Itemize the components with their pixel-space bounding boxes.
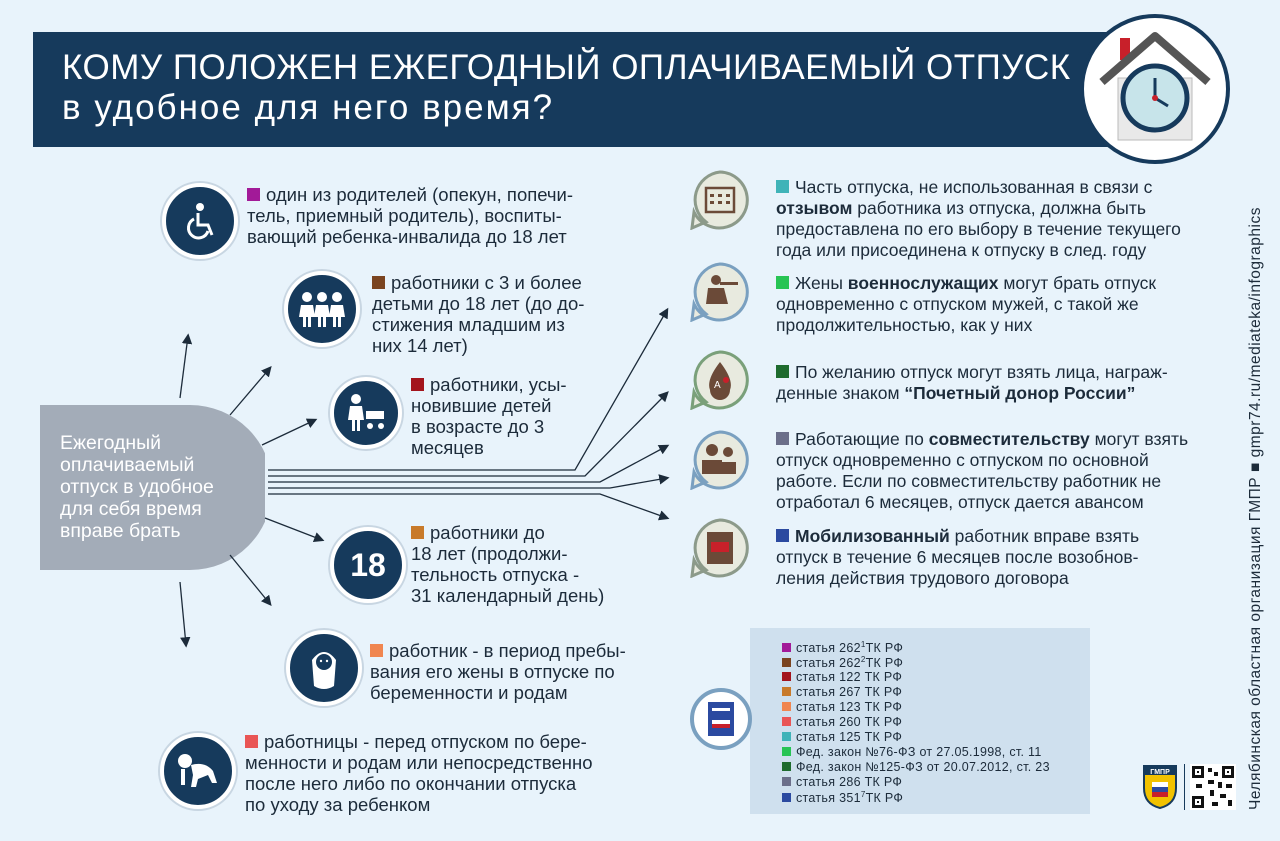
color-marker (776, 365, 789, 378)
legend-item: статья $351^7ТК$ РФ (782, 790, 903, 805)
left-item-5: работник - в период пребы- вания его жены в отпуске по беременности и родам (370, 640, 626, 703)
right-item-5: Мобилизованный работник вправе взять отпуск в течение 6 месяцев после возобнов- ления действия трудового договора (776, 526, 1140, 588)
military-id-icon (690, 518, 750, 578)
left-item-4: работники до 18 лет (продолжи- тельность отпуска - 31 календарный день) (411, 522, 605, 606)
left-item-6: работницы - перед отпуском по бере- менности и родам или непосредственно после него либо по окончании отпуска по уходу за ребенком (245, 731, 593, 815)
legend-item: статья 260 ТК РФ (782, 715, 902, 729)
legend-item: статья 123 ТК РФ (782, 700, 902, 714)
page-title: КОМУ ПОЛОЖЕН ЕЖЕГОДНЫЙ ОПЛАЧИВАЕМЫЙ ОТПУСК (62, 48, 1071, 87)
legend-item: статья 125 ТК РФ (782, 730, 902, 744)
svg-text:Челябинская областная организа: Челябинская областная организация ГМПР ■ gmpr74.ru/mediateka/infographics (1247, 207, 1264, 810)
labor-code-book-icon (690, 688, 752, 750)
blood-drop-icon (690, 350, 750, 410)
color-marker (411, 378, 424, 391)
wheelchair-icon (162, 183, 238, 259)
right-item-4: Работающие по совместительству могут взять отпуск одновременно с отпуском по основной работе. Если по совместительству работник не отработал 6 месяцев, отпуск дается авансом (776, 429, 1189, 512)
legend-item: Фед. закон №125-ФЗ от 20.07.2012, ст. 23 (782, 760, 1050, 774)
age-18-badge: 18 (330, 527, 406, 603)
color-marker (411, 526, 424, 539)
right-item-2: Жены военнослужащих могут брать отпуск одновременно с отпуском мужей, с такой же продолжительностью, как у них (776, 273, 1157, 335)
side-credits (1240, 175, 1270, 815)
left-item-3: работники, усы- новившие детей в возрасте до 3 месяцев (411, 374, 567, 458)
color-marker (372, 276, 385, 289)
legend-item: статья 122 ТК РФ (782, 670, 902, 684)
legend-item: Фед. закон №76-ФЗ от 27.05.1998, ст. 11 (782, 745, 1042, 759)
legend-item: статья 286 ТК РФ (782, 775, 902, 789)
calendar-icon (690, 170, 750, 230)
newborn-icon (286, 630, 362, 706)
right-item-3: По желанию отпуск могут взять лица, награж- денные знаком “Почетный донор России” (776, 362, 1168, 403)
crawling-baby-icon (160, 733, 236, 809)
color-marker (776, 432, 789, 445)
gmpr-logo (1142, 764, 1178, 810)
svg-text:ГМПР: ГМПР (1150, 769, 1170, 776)
color-marker (370, 644, 383, 657)
workers-icon (690, 430, 750, 490)
svg-text:A: A (714, 380, 721, 391)
page-subtitle: в удобное для него время? (62, 88, 555, 127)
left-item-1: один из родителей (опекун, попечи- тель, приемный родитель), воспиты- вающий ребенка-инвалида до 18 лет (247, 184, 574, 247)
legend-item: статья 267 ТК РФ (782, 685, 902, 699)
qr-code (1190, 764, 1236, 810)
color-marker (776, 529, 789, 542)
left-item-2: работники с 3 и более детьми до 18 лет (до до- стижения младшим из них 14 лет) (372, 272, 585, 356)
right-item-1: Часть отпуска, не использованная в связи с отзывом работника из отпуска, должна быть предоставлена по его выбору в течение текущего года или присоединена к отпуску в след. году (776, 177, 1181, 260)
stroller-icon (330, 377, 402, 449)
legend-item: статья $262^1ТК$ РФ (782, 640, 903, 655)
color-marker (776, 276, 789, 289)
color-marker (245, 735, 258, 748)
soldier-icon (690, 262, 750, 322)
color-marker (247, 188, 260, 201)
color-marker (776, 180, 789, 193)
legend-item: статья $262^2ТК$ РФ (782, 655, 903, 670)
divider (1184, 764, 1185, 810)
children-icon (284, 271, 360, 347)
center-text: Ежегодный оплачиваемый отпуск в удобное для себя время вправе брать (60, 432, 214, 542)
